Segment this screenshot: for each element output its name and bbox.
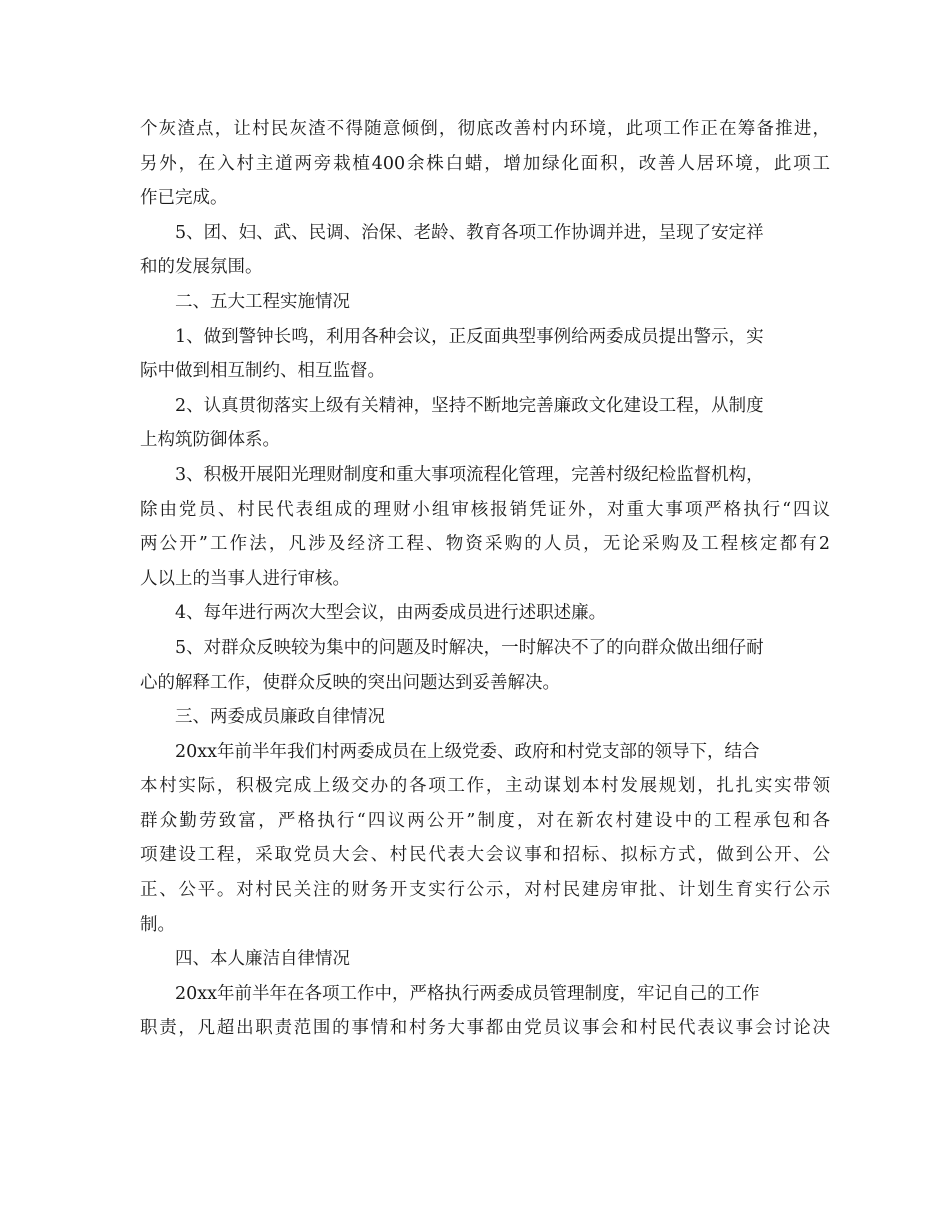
document-text-line: 三、两委成员廉政自律情况 xyxy=(175,707,385,728)
document-text-line: 职责，凡超出职责范围的事情和村务大事都由党员议事会和村民代表议事会讨论决 xyxy=(140,1018,830,1039)
document-text-line: 2、认真贯彻落实上级有关精神，坚持不断地完善廉政文化建设工程，从制度 xyxy=(175,395,764,416)
document-text-line: 四、本人廉洁自律情况 xyxy=(175,949,350,970)
document-text-line: 另外，在入村主道两旁栽植400余株白蜡，增加绿化面积，改善人居环境，此项工 xyxy=(140,153,830,174)
document-text-line: 项建设工程，采取党员大会、村民代表大会议事和招标、拟标方式，做到公开、公 xyxy=(140,845,830,866)
document-text-line: 际中做到相互制约、相互监督。 xyxy=(140,361,385,382)
document-text-line: 个灰渣点，让村民灰渣不得随意倾倒，彻底改善村内环境，此项工作正在筹备推进， xyxy=(140,119,830,139)
document-text-line: 5、对群众反映较为集中的问题及时解决，一时解决不了的向群众做出细仔耐 xyxy=(175,637,764,658)
document-text-line: 上构筑防御体系。 xyxy=(140,430,280,451)
document-text-line: 3、积极开展阳光理财制度和重大事项流程化管理，完善村级纪检监督机构， xyxy=(175,464,764,485)
document-text-line: 二、五大工程实施情况 xyxy=(175,291,350,312)
document-text-line: 人以上的当事人进行审核。 xyxy=(140,568,350,589)
document-body xyxy=(140,112,830,1046)
document-text-line: 20xx年前半年在各项工作中，严格执行两委成员管理制度，牢记自己的工作 xyxy=(175,983,760,1004)
document-text-line: 和的发展氛围。 xyxy=(140,257,263,278)
document-text-line: 群众勤劳致富，严格执行“四议两公开”制度，对在新农村建设中的工程承包和各 xyxy=(140,810,830,831)
document-text-line: 4、每年进行两次大型会议，由两委成员进行述职述廉。 xyxy=(175,603,607,624)
document-text-line: 作已完成。 xyxy=(140,188,228,209)
document-text-line: 心的解释工作，使群众反映的突出问题达到妥善解决。 xyxy=(140,672,560,693)
document-text-line: 本村实际，积极完成上级交办的各项工作，主动谋划本村发展规划，扎扎实实带领 xyxy=(140,776,830,797)
document-text-line: 两公开”工作法，凡涉及经济工程、物资采购的人员，无论采购及工程核定都有2 xyxy=(140,534,830,555)
document-text-line: 5、团、妇、武、民调、治保、老龄、教育各项工作协调并进，呈现了安定祥 xyxy=(175,222,764,243)
document-text-line: 正、公平。对村民关注的财务开支实行公示，对村民建房审批、计划生育实行公示 xyxy=(140,880,830,901)
document-text-line: 除由党员、村民代表组成的理财小组审核报销凭证外，对重大事项严格执行“四议 xyxy=(140,499,830,520)
document-text-line: 1、做到警钟长鸣，利用各种会议，正反面典型事例给两委成员提出警示，实 xyxy=(175,326,764,347)
document-text-line: 制。 xyxy=(140,914,175,935)
document-text-line: 20xx年前半年我们村两委成员在上级党委、政府和村党支部的领导下，结合 xyxy=(175,741,760,762)
